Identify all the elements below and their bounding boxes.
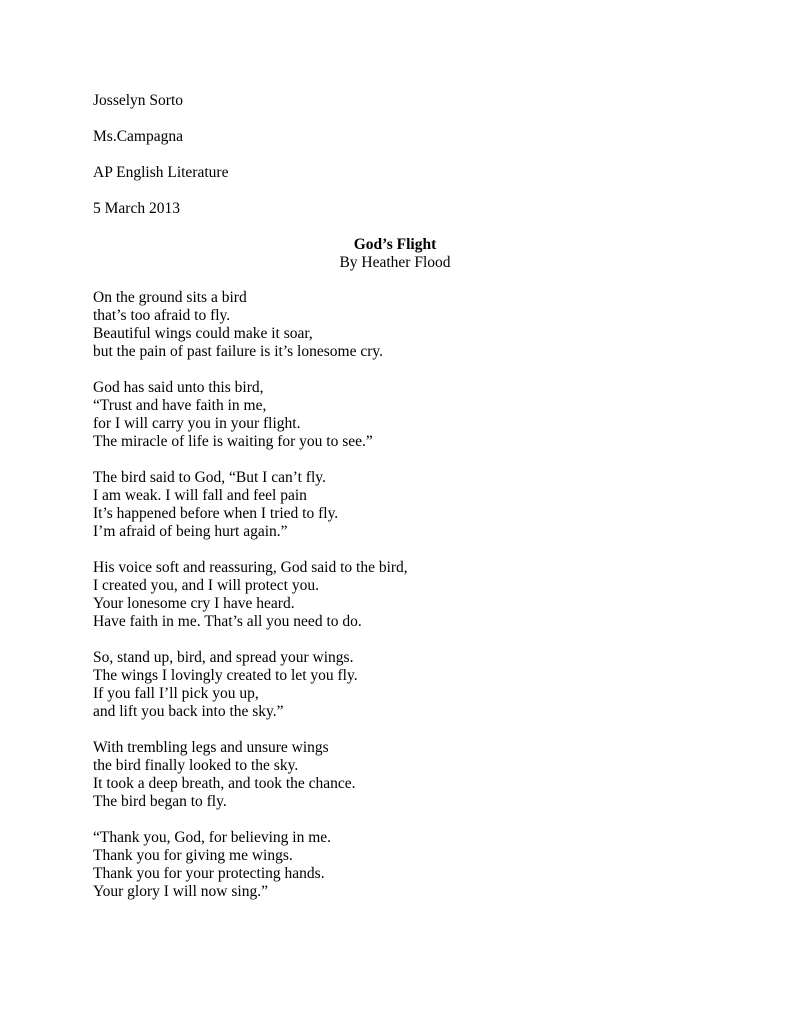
poem-line: but the pain of past failure is it’s lonesome cry. — [93, 343, 383, 360]
poem-line: I created you, and I will protect you. — [93, 577, 319, 594]
poem-line: God has said unto this bird, — [93, 379, 264, 396]
poem-line: The wings I lovingly created to let you fly. — [93, 667, 358, 684]
poem-line: His voice soft and reassuring, God said to the bird, — [93, 559, 408, 576]
poem-line: With trembling legs and unsure wings — [93, 739, 329, 756]
poem-line: Your lonesome cry I have heard. — [93, 595, 295, 612]
poem-heading — [330, 236, 460, 272]
poem-line: Thank you for your protecting hands. — [93, 865, 325, 882]
poem-line: It took a deep breath, and took the chance. — [93, 775, 356, 792]
poem-line: I am weak. I will fall and feel pain — [93, 487, 307, 504]
teacher-name: Ms.Campagna — [93, 128, 183, 145]
document-date: 5 March 2013 — [93, 200, 180, 217]
stanza-6 — [93, 739, 408, 811]
poem-line: Beautiful wings could make it soar, — [93, 325, 313, 342]
poem-line: “Trust and have faith in me, — [93, 397, 267, 414]
poem-line: The bird said to God, “But I can’t fly. — [93, 469, 326, 486]
poem-line: The bird began to fly. — [93, 793, 227, 810]
poem-line: On the ground sits a bird — [93, 289, 247, 306]
stanza-4 — [93, 559, 408, 631]
poem-line: I’m afraid of being hurt again.” — [93, 523, 288, 540]
poem-line: Thank you for giving me wings. — [93, 847, 293, 864]
student-name: Josselyn Sorto — [93, 92, 183, 109]
poem-line: the bird finally looked to the sky. — [93, 757, 299, 774]
poem-line: Have faith in me. That’s all you need to do. — [93, 613, 362, 630]
poem-line: and lift you back into the sky.” — [93, 703, 284, 720]
poem-line: If you fall I’ll pick you up, — [93, 685, 259, 702]
poem-line: for I will carry you in your flight. — [93, 415, 301, 432]
poem-body — [93, 289, 408, 919]
stanza-5 — [93, 649, 408, 721]
poem-line: Your glory I will now sing.” — [93, 883, 268, 900]
stanza-2 — [93, 379, 408, 451]
stanza-1 — [93, 289, 408, 361]
poem-byline: By Heather Flood — [339, 254, 451, 271]
poem-line: “Thank you, God, for believing in me. — [93, 829, 332, 846]
course-name: AP English Literature — [93, 164, 229, 181]
poem-line: It’s happened before when I tried to fly. — [93, 505, 339, 522]
poem-title: God’s Flight — [353, 236, 437, 253]
stanza-7 — [93, 829, 408, 901]
poem-line: that’s too afraid to fly. — [93, 307, 231, 324]
poem-line: So, stand up, bird, and spread your wings. — [93, 649, 354, 666]
poem-line: The miracle of life is waiting for you to see.” — [93, 433, 373, 450]
stanza-3 — [93, 469, 408, 541]
